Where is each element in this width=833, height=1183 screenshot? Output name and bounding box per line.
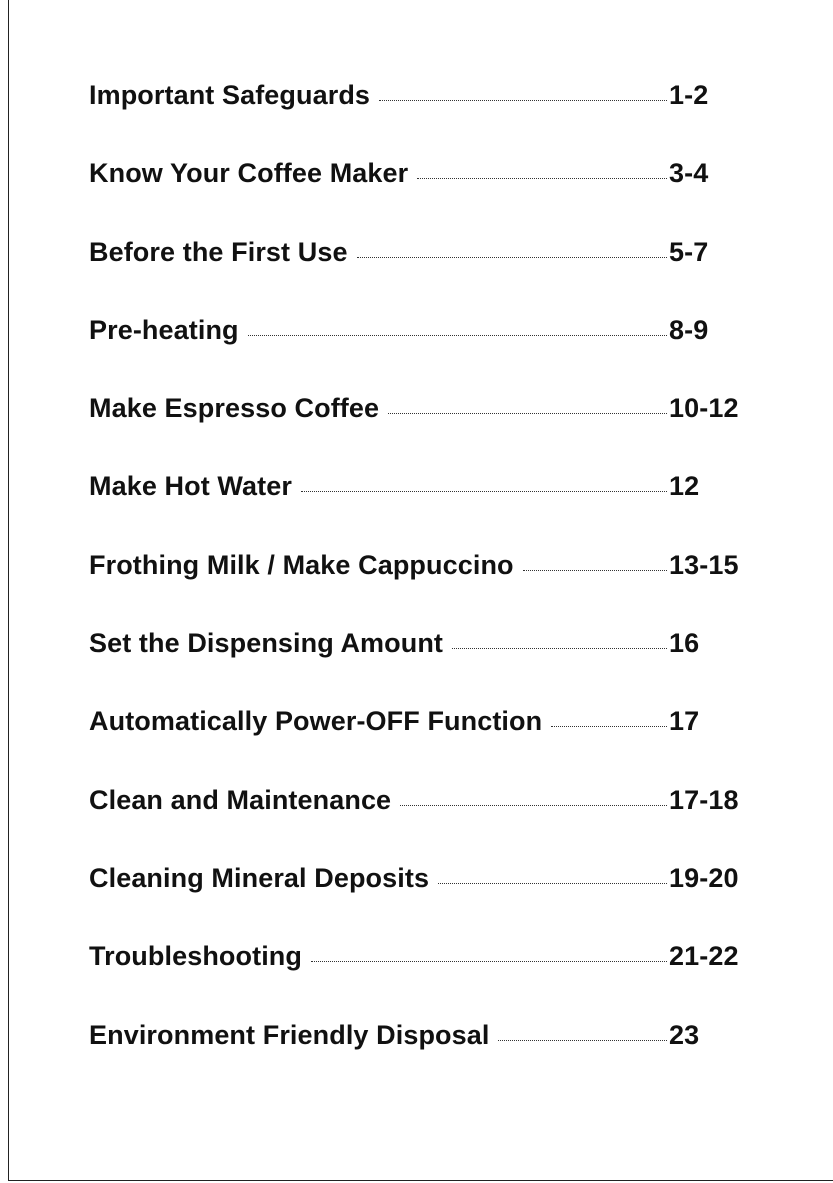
toc-entry-page: 16 [669,628,700,659]
toc-entry-automatically-power-off[interactable] [89,706,749,784]
toc-entry-title: Make Hot Water [89,471,292,502]
dot-leader [452,648,667,649]
toc-entry-title: Make Espresso Coffee [89,393,380,424]
page-border-left [8,0,9,1181]
dot-leader [523,570,667,571]
toc-entry-page: 21-22 [669,941,739,972]
dot-leader [301,491,667,492]
toc-entry-page: 5-7 [669,236,709,267]
toc-entry-title: Automatically Power-OFF Function [89,706,543,737]
toc-entry-title: Frothing Milk / Make Cappuccino [89,549,514,580]
toc-entry-pre-heating[interactable] [89,315,749,393]
toc-entry-environment-friendly-disposal[interactable] [89,1020,749,1098]
dot-leader [388,413,667,414]
toc-entry-page: 1-2 [669,80,709,110]
toc-entry-page: 8-9 [669,314,709,345]
toc-entry-title: Before the First Use [89,236,348,267]
dot-leader [400,805,667,806]
dot-leader [417,178,667,179]
toc-entry-title: Environment Friendly Disposal [89,1019,490,1050]
toc-entry-title: Clean and Maintenance [89,784,392,815]
toc-entry-page: 19-20 [669,862,739,893]
toc-entry-set-the-dispensing-amount[interactable] [89,628,749,706]
toc-entry-page: 12 [669,471,700,502]
toc-entry-frothing-milk[interactable] [89,550,749,628]
dot-leader [379,100,667,101]
table-of-contents [89,80,749,1098]
toc-entry-page: 10-12 [669,393,739,424]
dot-leader [498,1040,667,1041]
dot-leader [357,257,667,258]
toc-entry-title: Important Safeguards [89,80,371,110]
toc-entry-title: Know Your Coffee Maker [89,158,409,189]
toc-entry-clean-and-maintenance[interactable] [89,785,749,863]
toc-entry-troubleshooting[interactable] [89,941,749,1019]
toc-entry-title: Set the Dispensing Amount [89,628,444,659]
toc-entry-know-your-coffee-maker[interactable] [89,158,749,236]
dot-leader [438,883,667,884]
toc-entry-page: 17-18 [669,784,739,815]
dot-leader [311,961,667,962]
toc-entry-page: 23 [669,1019,700,1050]
toc-entry-cleaning-mineral-deposits[interactable] [89,863,749,941]
toc-entry-page: 13-15 [669,549,739,580]
toc-entry-page: 3-4 [669,158,709,189]
toc-entry-make-espresso-coffee[interactable] [89,393,749,471]
dot-leader [248,335,667,336]
toc-entry-title: Pre-heating [89,314,239,345]
toc-entry-page: 17 [669,706,700,737]
toc-entry-title: Troubleshooting [89,941,302,972]
toc-entry-make-hot-water[interactable] [89,471,749,549]
toc-entry-important-safeguards[interactable] [89,80,749,158]
toc-entry-before-the-first-use[interactable] [89,237,749,315]
toc-entry-title: Cleaning Mineral Deposits [89,862,430,893]
dot-leader [551,726,667,727]
page-border-bottom [8,1180,833,1181]
